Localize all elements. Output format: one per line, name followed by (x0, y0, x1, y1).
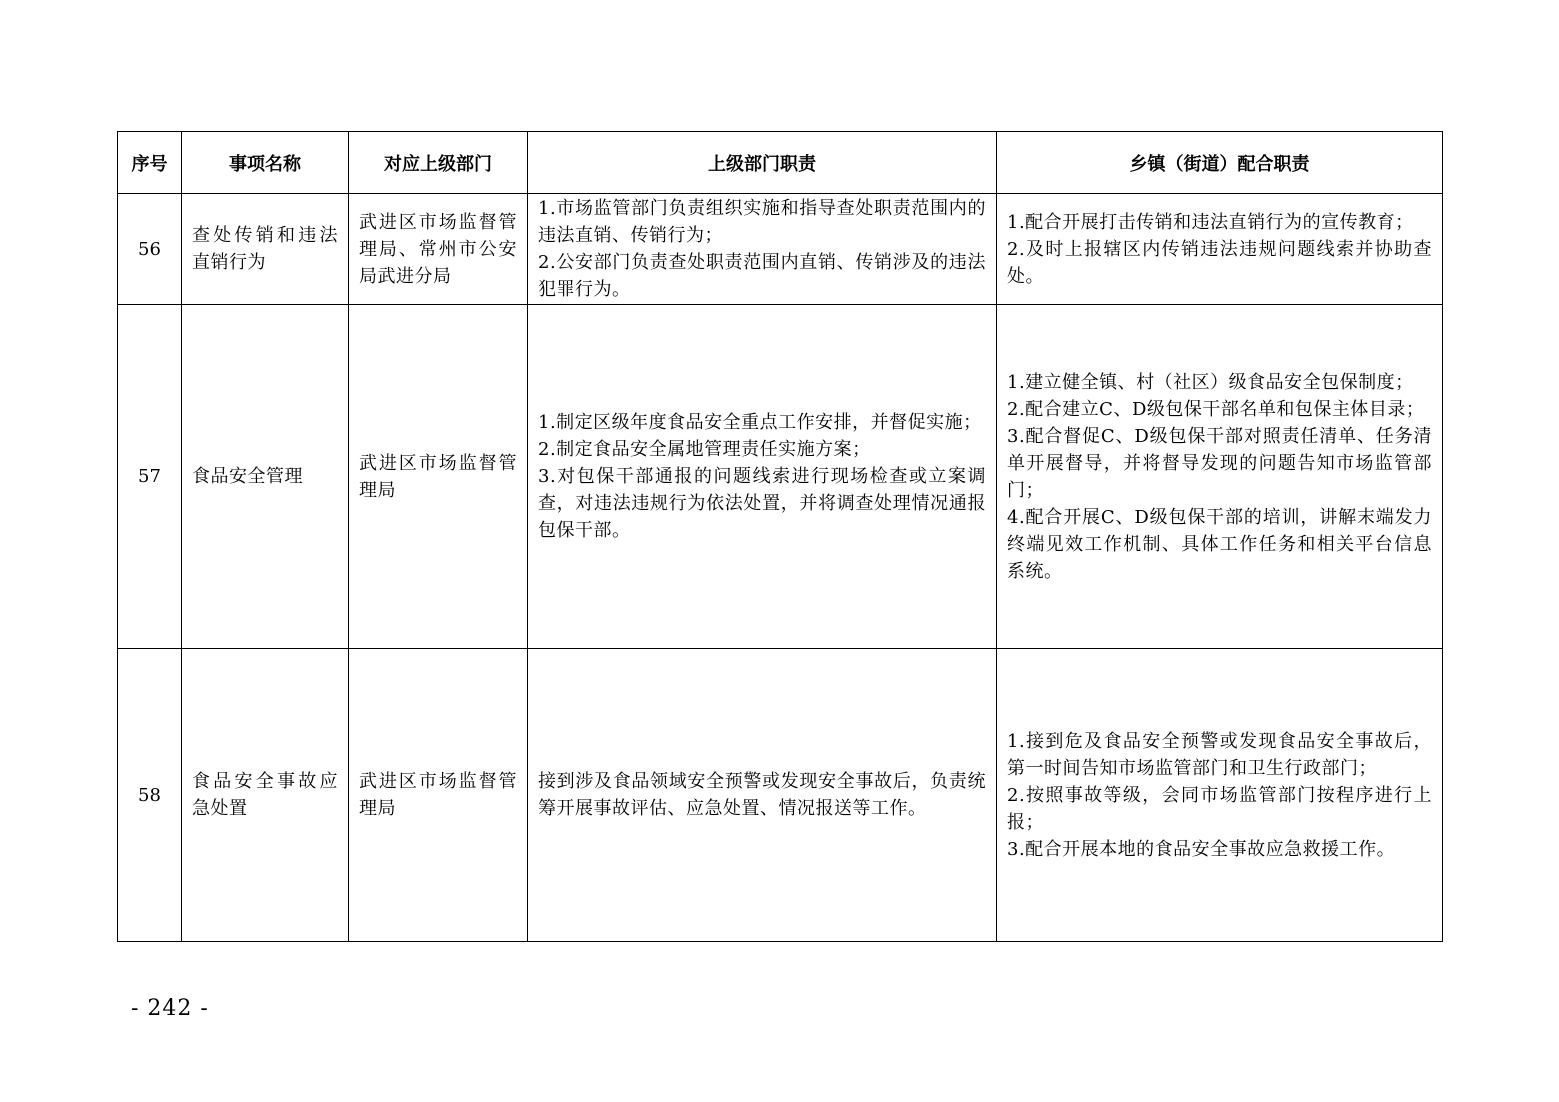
row-seq: 56 (118, 194, 182, 305)
duty-table (117, 131, 1443, 942)
header-seq: 序号 (118, 132, 182, 194)
header-upper-duty: 上级部门职责 (528, 132, 997, 194)
row-upper-duty: 接到涉及食品领域安全预警或发现安全事故后，负责统筹开展事故评估、应急处置、情况报送等工作。 (528, 649, 997, 942)
header-upper-dept: 对应上级部门 (349, 132, 528, 194)
row-upper-duty: 1.制定区级年度食品安全重点工作安排，并督促实施； 2.制定食品安全属地管理责任实施方案； 3.对包保干部通报的问题线索进行现场检查或立案调查，对违法违规行为依法处置，并将调查处理情况通报包保干部。 (528, 305, 997, 649)
header-town-duty: 乡镇（街道）配合职责 (997, 132, 1443, 194)
row-item-name: 食品安全事故应急处置 (182, 649, 349, 942)
row-town-duty: 1.建立健全镇、村（社区）级食品安全包保制度； 2.配合建立C、D级包保干部名单和包保主体目录； 3.配合督促C、D级包保干部对照责任清单、任务清单开展督导，并将督导发现的问题告知市场监管部门； 4.配合开展C、D级包保干部的培训，讲解末端发力终端见效工作机制、具体工作任务和相关平台信息系统。 (997, 305, 1443, 649)
row-upper-dept: 武进区市场监督管理局、常州市公安局武进分局 (349, 194, 528, 305)
page-number: - 242 - (131, 996, 209, 1021)
row-item-name: 食品安全管理 (182, 305, 349, 649)
table-header-row (118, 132, 1443, 194)
row-upper-dept: 武进区市场监督管理局 (349, 649, 528, 942)
row-town-duty: 1.接到危及食品安全预警或发现食品安全事故后，第一时间告知市场监管部门和卫生行政部门； 2.按照事故等级，会同市场监管部门按程序进行上报； 3.配合开展本地的食品安全事故应急救援工作。 (997, 649, 1443, 942)
row-upper-dept: 武进区市场监督管理局 (349, 305, 528, 649)
header-item-name: 事项名称 (182, 132, 349, 194)
table-row (118, 194, 1443, 305)
row-seq: 58 (118, 649, 182, 942)
row-seq: 57 (118, 305, 182, 649)
table-row (118, 649, 1443, 942)
table-row (118, 305, 1443, 649)
row-upper-duty: 1.市场监管部门负责组织实施和指导查处职责范围内的违法直销、传销行为； 2.公安部门负责查处职责范围内直销、传销涉及的违法犯罪行为。 (528, 194, 997, 305)
row-town-duty: 1.配合开展打击传销和违法直销行为的宣传教育； 2.及时上报辖区内传销违法违规问题线索并协助查处。 (997, 194, 1443, 305)
row-item-name: 查处传销和违法直销行为 (182, 194, 349, 305)
